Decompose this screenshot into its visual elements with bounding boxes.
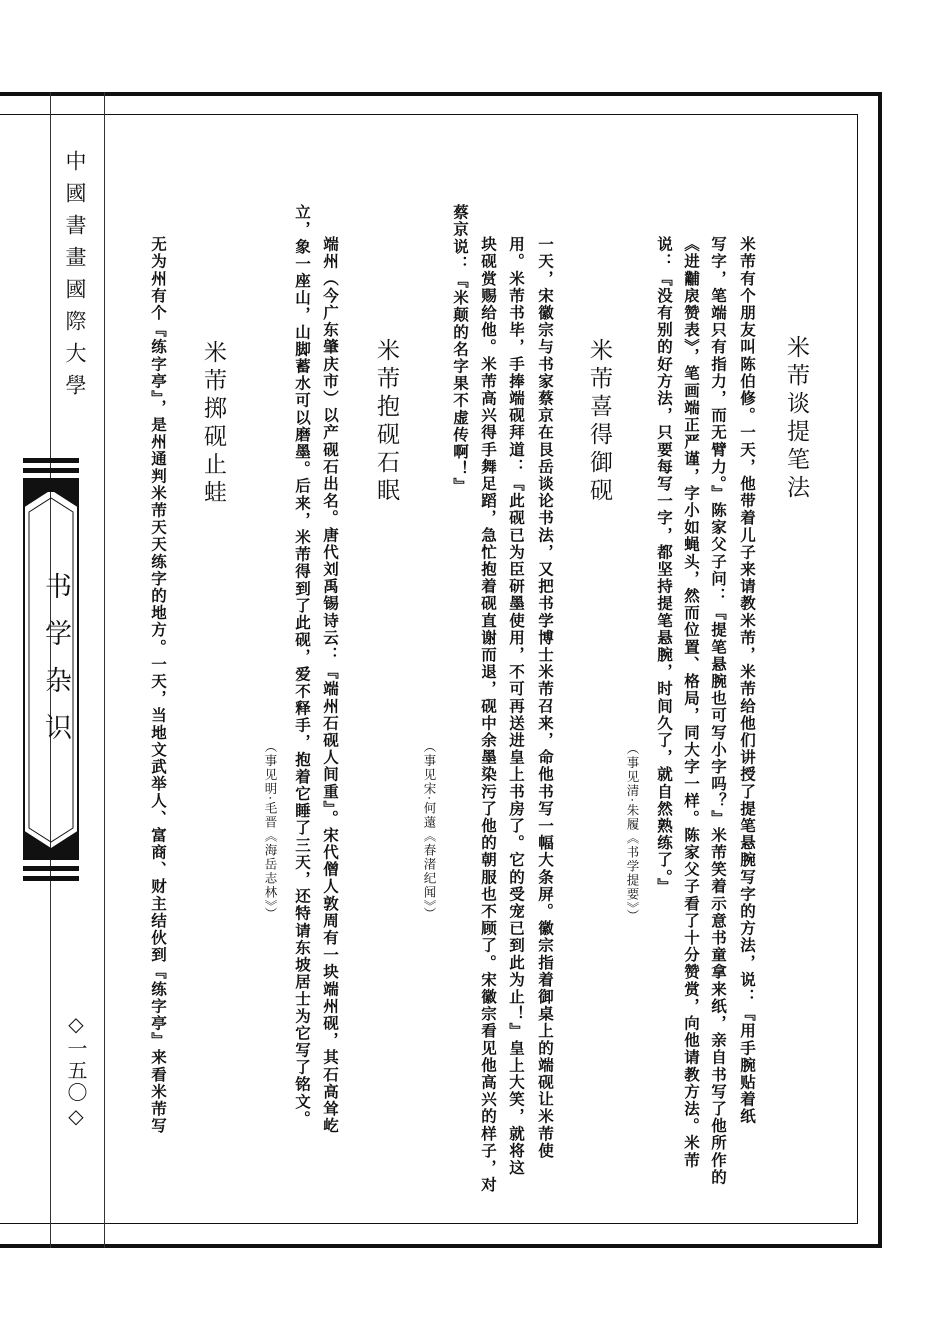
margin-rule-right — [104, 92, 105, 1248]
book-title: 中國書畫國際大學 — [63, 150, 87, 406]
story-line: 立，象一座山，山脚蓄水可以磨墨。后来，米芾得到了此砚，爱不释手，抱着它睡了三天，还特请东坡居士为它写了铭文。 — [293, 204, 312, 1128]
story-source: （事见明·毛晋《海岳志林》） — [263, 740, 278, 922]
tab-bottom-bars — [23, 866, 79, 886]
story-line: 《进黼扆赞表》，笔画端正严谨，字小如蝇头，然而位置、格局，同大字一样。陈家父子看了十分赞赏，向他请教方法。米芾 — [682, 236, 701, 1169]
story-line: 块砚赏赐给他。米芾高兴得手舞足蹈，急忙抱着砚直谢而退，砚中余墨染污了他的朝服也不顾了。宋徽宗看见他高兴的样子，对 — [479, 236, 498, 1194]
story-title: 米芾掷砚止蛙 — [200, 340, 226, 508]
story-line: 端州（今广东肇庆市）以产砚石出名。唐代刘禹锡诗云：『端州石砚人间重』。宋代僧人敦周有一块端州砚，其石高耸屹 — [321, 236, 340, 1135]
story-line: 用。米芾书毕，手捧端砚拜道：『此砚已为臣研墨使用，不可再送进皇上书房了。它的受宠已到此为止！』皇上大笑，就将这 — [507, 236, 526, 1177]
story-source: （事见宋·何薳《春渚纪闻》） — [422, 740, 437, 922]
story-line: 写字，笔端只有指力，而无臂力。』陈家父子问：『提笔悬腕也可写小字吗？』米芾笑着示意书童拿来纸，亲自书写了他所作的 — [709, 236, 728, 1186]
story-line: 无为州有个『练字亭』，是州通判米芾天天练字的地方。一天，当地文武举人、富商、财主结伙到『练字亭』来看米芾写 — [149, 236, 168, 1135]
story-line: 一天，宋徽宗与书家蔡京在艮岳谈论书法，又把书学博士米芾召来，命他书写一幅大条屏。徽宗指着御桌上的端砚让米芾使 — [536, 236, 555, 1160]
story-line: 说：『没有别的好方法，只要每写一字，都坚持提笔悬腕，时间久了，就自然熟练了。』 — [655, 236, 674, 896]
tab-bottom-ornament — [23, 830, 79, 860]
story-line: 米芾有个朋友叫陈伯修。一天，他带着儿子来请教米芾，米芾给他们讲授了提笔悬腕写字的方法，说：『用手腕贴着纸 — [738, 236, 757, 1126]
story-title: 米芾抱砚石眠 — [373, 338, 399, 506]
tab-top-bars — [23, 458, 79, 478]
story-source: （事见清·朱履《书学提要》） — [625, 742, 640, 924]
story-title: 米芾谈提笔法 — [783, 335, 809, 503]
page-number: ◇一五〇◇ — [64, 1012, 88, 1130]
story-line: 蔡京说：『米颠的名字果不虚传啊！』 — [451, 204, 470, 495]
section-title: 书学杂识 — [40, 572, 71, 760]
story-title: 米芾喜得御砚 — [586, 338, 612, 506]
